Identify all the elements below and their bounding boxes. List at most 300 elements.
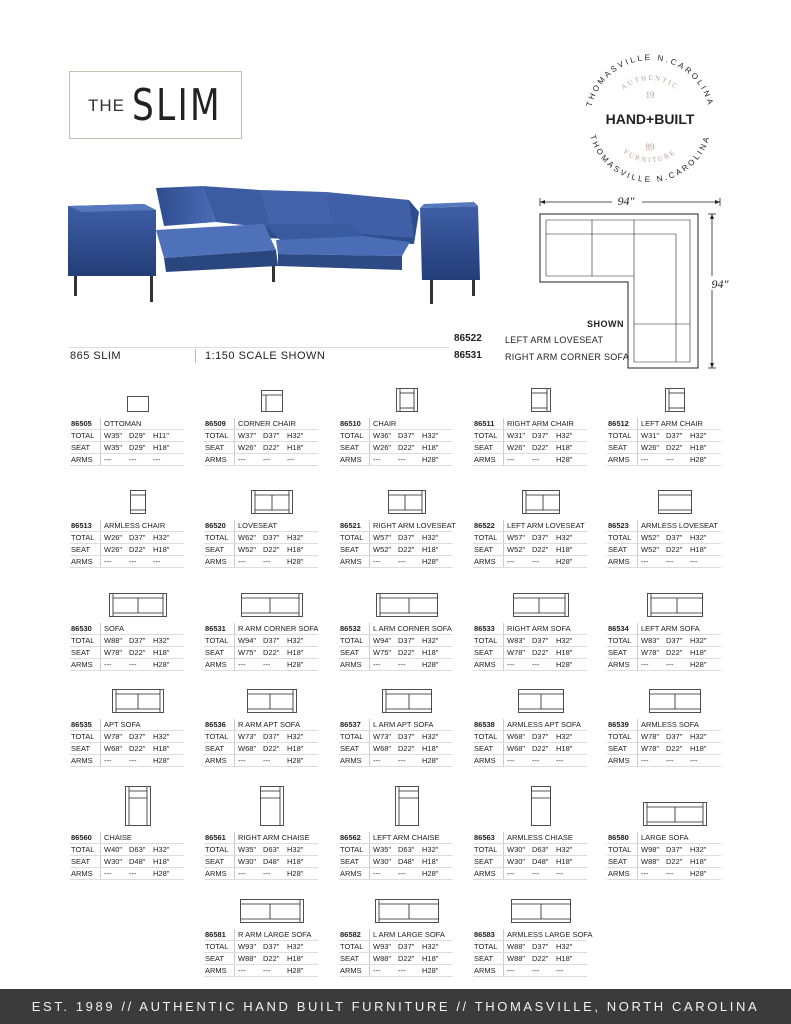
spec-value: H32" [556,732,573,741]
piece-spec-row [607,532,721,544]
piece-outline-icon [658,490,692,514]
spec-value: W93" [373,942,392,951]
piece-code: 86583 [474,930,495,939]
spec-value: D37" [666,732,683,741]
piece-spec-row [70,868,184,880]
spec-value: H18" [287,954,304,963]
piece-spec-row [473,731,587,743]
spec-value: H28" [422,455,439,464]
spec-value: --- [129,869,137,878]
spec-value: --- [690,557,698,566]
shown-item-name: LEFT ARM LOVESEAT [505,335,604,345]
spec-value: H18" [287,648,304,657]
piece-outline-icon [261,390,283,412]
spec-value: --- [238,557,246,566]
spec-value: --- [507,756,515,765]
spec-value: --- [507,869,515,878]
piece-spec-86513 [70,460,188,570]
piece-code: 86539 [608,720,629,729]
piece-spec-86523 [607,460,725,570]
spec-value: H32" [690,845,707,854]
piece-header-row [339,929,453,941]
spec-value: H18" [422,648,439,657]
piece-outline-icon [112,689,164,713]
spec-value: --- [263,557,271,566]
spec-row-label: TOTAL [205,942,229,951]
piece-header-row [204,832,318,844]
spec-value: H18" [153,443,170,452]
spec-value: H32" [690,533,707,542]
piece-outline-icon [125,786,151,826]
spec-value: H28" [422,557,439,566]
spec-value: H32" [690,732,707,741]
spec-value: D22" [532,954,549,963]
spec-value: D22" [666,545,683,554]
piece-code: 86509 [205,419,226,428]
spec-value: --- [398,455,406,464]
spec-row-label: TOTAL [205,845,229,854]
piece-spec-86530 [70,563,188,673]
piece-outline-icon [241,593,303,617]
spec-row-label: SEAT [608,648,628,657]
piece-spec-row [204,941,318,953]
spec-value: H18" [556,443,573,452]
piece-outline-icon [395,786,419,826]
piece-name: RIGHT ARM CHAISE [238,833,310,842]
sofa-product-image [64,180,484,310]
spec-value: W30" [104,857,123,866]
spec-value: --- [398,966,406,975]
spec-value: H18" [422,744,439,753]
header-divider [69,347,449,348]
spec-value: D37" [398,942,415,951]
spec-value: W88" [238,954,257,963]
piece-spec-row [204,953,318,965]
spec-value: --- [263,455,271,464]
piece-spec-row [70,544,184,556]
piece-header-row [204,719,318,731]
spec-value: W26" [238,443,257,452]
spec-row-label: SEAT [474,443,494,452]
spec-value: D22" [398,954,415,963]
piece-header-row [607,623,721,635]
piece-spec-row [204,731,318,743]
spec-row-label: TOTAL [71,533,95,542]
piece-spec-86532 [339,563,457,673]
piece-code: 86582 [340,930,361,939]
piece-code: 86510 [340,419,361,428]
piece-spec-86510 [339,358,457,468]
spec-value: W73" [373,732,392,741]
piece-spec-row [473,953,587,965]
piece-spec-row [204,635,318,647]
piece-spec-row [339,941,453,953]
spec-value: H32" [287,636,304,645]
spec-value: W52" [373,545,392,554]
spec-row-label: ARMS [608,455,630,464]
piece-outline-icon [511,899,571,923]
spec-value: --- [129,557,137,566]
spec-value: W26" [104,545,123,554]
piece-header-row [339,418,453,430]
spec-value: D37" [532,636,549,645]
spec-value: D37" [263,636,280,645]
spec-value: --- [666,756,674,765]
piece-spec-86531 [204,563,322,673]
spec-value: W35" [373,845,392,854]
piece-spec-row [339,544,453,556]
piece-code: 86535 [71,720,92,729]
spec-value: H18" [556,857,573,866]
piece-name: CORNER CHAIR [238,419,296,428]
spec-row-label: TOTAL [340,732,364,741]
spec-value: --- [238,455,246,464]
piece-spec-row [204,743,318,755]
piece-header-row [339,520,456,532]
piece-spec-row [204,856,318,868]
piece-name: L ARM APT SOFA [373,720,434,729]
piece-name: RIGHT ARM LOVESEAT [373,521,456,530]
spec-row-label: SEAT [205,744,225,753]
piece-code: 86561 [205,833,226,842]
spec-value: D63" [398,845,415,854]
spec-value: H28" [422,966,439,975]
spec-row-label: TOTAL [205,732,229,741]
spec-value: W30" [373,857,392,866]
piece-spec-86522 [473,460,591,570]
piece-spec-row [473,941,587,953]
piece-spec-row [339,647,453,659]
spec-row-label: TOTAL [474,732,498,741]
spec-value: H32" [690,636,707,645]
piece-outline-icon [376,593,438,617]
spec-row-label: ARMS [71,455,93,464]
spec-value: D37" [263,431,280,440]
spec-value: --- [104,756,112,765]
spec-value: H32" [153,732,170,741]
piece-header-row [70,719,184,731]
piece-name: R ARM LARGE SOFA [238,930,312,939]
spec-value: D22" [263,954,280,963]
spec-row-label: ARMS [71,869,93,878]
spec-row-label: SEAT [340,443,360,452]
piece-code: 86538 [474,720,495,729]
piece-name: LEFT ARM LOVESEAT [507,521,585,530]
spec-value: D37" [129,732,146,741]
piece-header-row [473,719,587,731]
spec-value: D37" [263,942,280,951]
piece-spec-86561 [204,772,322,882]
spec-value: H32" [422,942,439,951]
spec-value: W35" [238,845,257,854]
spec-row-label: TOTAL [340,845,364,854]
spec-value: D37" [532,431,549,440]
spec-value: W30" [238,857,257,866]
spec-row-label: TOTAL [474,431,498,440]
piece-spec-86536 [204,659,322,769]
piece-spec-86583 [473,869,591,979]
piece-spec-row [339,532,453,544]
spec-value: W68" [238,744,257,753]
spec-value: --- [238,756,246,765]
spec-value: W78" [104,648,123,657]
spec-value: --- [287,455,295,464]
spec-row-label: ARMS [608,756,630,765]
spec-value: --- [373,455,381,464]
spec-value: H32" [422,845,439,854]
piece-outline-icon [130,490,146,514]
spec-value: H32" [422,636,439,645]
spec-row-label: TOTAL [340,636,364,645]
spec-value: H18" [556,954,573,963]
spec-value: H28" [556,455,573,464]
spec-value: H28" [153,660,170,669]
spec-row-label: SEAT [340,744,360,753]
spec-value: H32" [287,533,304,542]
spec-value: --- [532,756,540,765]
piece-code: 86523 [608,521,629,530]
spec-value: D37" [398,732,415,741]
spec-row-label: ARMS [340,660,362,669]
spec-value: --- [373,966,381,975]
piece-name: ARMLESS APT SOFA [507,720,582,729]
spec-value: D22" [666,443,683,452]
piece-name: LEFT ARM CHAISE [373,833,440,842]
spec-value: D22" [129,648,146,657]
piece-header-row [204,623,318,635]
spec-value: W57" [507,533,526,542]
piece-header-row [70,832,184,844]
spec-value: W75" [373,648,392,657]
spec-value: D37" [532,533,549,542]
seal-year-top: 19 [645,90,655,100]
piece-outline-icon [375,899,439,923]
model-label: 865 SLIM [70,350,122,362]
spec-row-label: SEAT [71,744,91,753]
spec-value: W30" [507,857,526,866]
spec-value: W37" [238,431,257,440]
spec-value: D37" [398,533,415,542]
spec-value: D37" [129,533,146,542]
piece-spec-row [204,430,318,442]
piece-spec-86512 [607,358,725,468]
spec-value: D37" [532,732,549,741]
spec-value: --- [104,660,112,669]
spec-value: D22" [263,443,280,452]
piece-spec-row [70,755,184,767]
spec-row-label: ARMS [205,660,227,669]
spec-row-label: SEAT [474,744,494,753]
spec-value: --- [398,660,406,669]
spec-row-label: SEAT [340,857,360,866]
spec-value: --- [666,869,674,878]
spec-value: H18" [422,545,439,554]
piece-spec-row [204,532,318,544]
spec-row-label: TOTAL [205,533,229,542]
piece-spec-row [339,844,453,856]
piece-spec-86505 [70,358,188,468]
spec-value: --- [263,869,271,878]
piece-name: ARMLESS LARGE SOFA [507,930,593,939]
spec-value: D37" [263,732,280,741]
spec-value: H18" [153,648,170,657]
spec-value: --- [129,756,137,765]
piece-spec-row [473,635,587,647]
spec-value: --- [238,660,246,669]
piece-code: 86522 [474,521,495,530]
piece-spec-row [339,635,453,647]
piece-outline-icon [531,388,551,412]
piece-outline-icon [522,490,560,514]
spec-value: D22" [666,744,683,753]
spec-value: D22" [129,744,146,753]
piece-header-row [339,623,453,635]
spec-row-label: SEAT [340,648,360,657]
spec-row-label: ARMS [340,966,362,975]
spec-row-label: ARMS [205,756,227,765]
piece-spec-86538 [473,659,591,769]
piece-name: ARMLESS LOVESEAT [641,521,718,530]
spec-row-label: TOTAL [71,636,95,645]
spec-row-label: SEAT [71,545,91,554]
spec-value: D37" [398,636,415,645]
spec-value: H32" [556,533,573,542]
piece-header-row [70,623,184,635]
spec-row-label: SEAT [608,443,628,452]
piece-spec-row [473,430,587,442]
piece-code: 86520 [205,521,226,530]
spec-value: W78" [641,732,660,741]
piece-header-row [607,520,721,532]
piece-name: LOVESEAT [238,521,278,530]
spec-value: --- [373,557,381,566]
spec-value: --- [666,455,674,464]
spec-row-label: SEAT [340,954,360,963]
spec-row-label: SEAT [608,857,628,866]
spec-row-label: TOTAL [71,845,95,854]
spec-value: --- [532,455,540,464]
spec-value: D63" [263,845,280,854]
spec-value: W68" [373,744,392,753]
spec-value: --- [104,557,112,566]
piece-name: ARMLESS SOFA [641,720,699,729]
spec-row-label: SEAT [205,443,225,452]
spec-value: --- [641,557,649,566]
piece-spec-row [339,856,453,868]
spec-row-label: TOTAL [474,942,498,951]
spec-value: W88" [507,942,526,951]
spec-value: H28" [690,869,707,878]
piece-spec-row [70,856,184,868]
width-dimension-label: 94" [617,194,635,208]
shown-label: SHOWN [587,319,624,329]
piece-name: ARMLESS CHAIR [104,521,166,530]
piece-name: APT SOFA [104,720,141,729]
spec-value: H18" [422,857,439,866]
piece-spec-86520 [204,460,322,570]
spec-value: W26" [373,443,392,452]
piece-spec-row [70,430,184,442]
piece-spec-row [473,844,587,856]
spec-value: D37" [532,942,549,951]
spec-value: W62" [238,533,257,542]
spec-value: D63" [129,845,146,854]
seal-inner-top-text: AUTHENTIC [619,73,681,92]
piece-spec-row [607,844,721,856]
spec-value: H18" [153,857,170,866]
piece-outline-icon [247,689,297,713]
spec-value: D22" [532,545,549,554]
piece-outline-icon [396,388,418,412]
spec-value: W26" [104,533,123,542]
depth-dimension-label: 94" [711,277,729,291]
spec-row-label: SEAT [340,545,360,554]
spec-value: --- [153,455,161,464]
piece-spec-row [607,743,721,755]
spec-row-label: ARMS [340,455,362,464]
spec-value: D37" [666,533,683,542]
spec-value: --- [507,966,515,975]
piece-code: 86534 [608,624,629,633]
spec-value: W31" [641,431,660,440]
spec-value: --- [129,455,137,464]
piece-header-row [339,719,453,731]
piece-spec-row [607,635,721,647]
piece-spec-row [204,755,318,767]
spec-row-label: TOTAL [608,845,632,854]
piece-outline-icon [127,396,149,412]
spec-row-label: TOTAL [340,533,364,542]
piece-outline-icon [649,689,701,713]
piece-spec-row [473,442,587,454]
spec-value: --- [532,557,540,566]
spec-value: W83" [641,636,660,645]
piece-spec-86582 [339,869,457,979]
spec-value: --- [263,756,271,765]
spec-value: D48" [398,857,415,866]
spec-row-label: ARMS [474,557,496,566]
piece-code: 86531 [205,624,226,633]
spec-row-label: ARMS [474,660,496,669]
spec-row-label: ARMS [205,455,227,464]
spec-value: --- [641,660,649,669]
piece-outline-icon [518,689,564,713]
piece-code: 86521 [340,521,361,530]
spec-value: H32" [690,431,707,440]
spec-value: D22" [129,545,146,554]
piece-code: 86536 [205,720,226,729]
spec-value: H18" [556,545,573,554]
spec-row-label: SEAT [205,545,225,554]
spec-row-label: TOTAL [205,636,229,645]
piece-spec-row [473,856,587,868]
piece-header-row [473,929,593,941]
spec-value: D22" [532,443,549,452]
spec-row-label: TOTAL [205,431,229,440]
piece-outline-icon [251,490,293,514]
piece-spec-row [607,868,721,880]
spec-value: D22" [263,545,280,554]
spec-value: --- [641,869,649,878]
piece-code: 86581 [205,930,226,939]
piece-spec-row [473,544,587,556]
spec-value: W68" [104,744,123,753]
hand-built-seal-logo [570,40,730,200]
spec-value: W52" [641,533,660,542]
spec-value: W88" [507,954,526,963]
spec-value: H28" [153,869,170,878]
spec-value: W26" [507,443,526,452]
